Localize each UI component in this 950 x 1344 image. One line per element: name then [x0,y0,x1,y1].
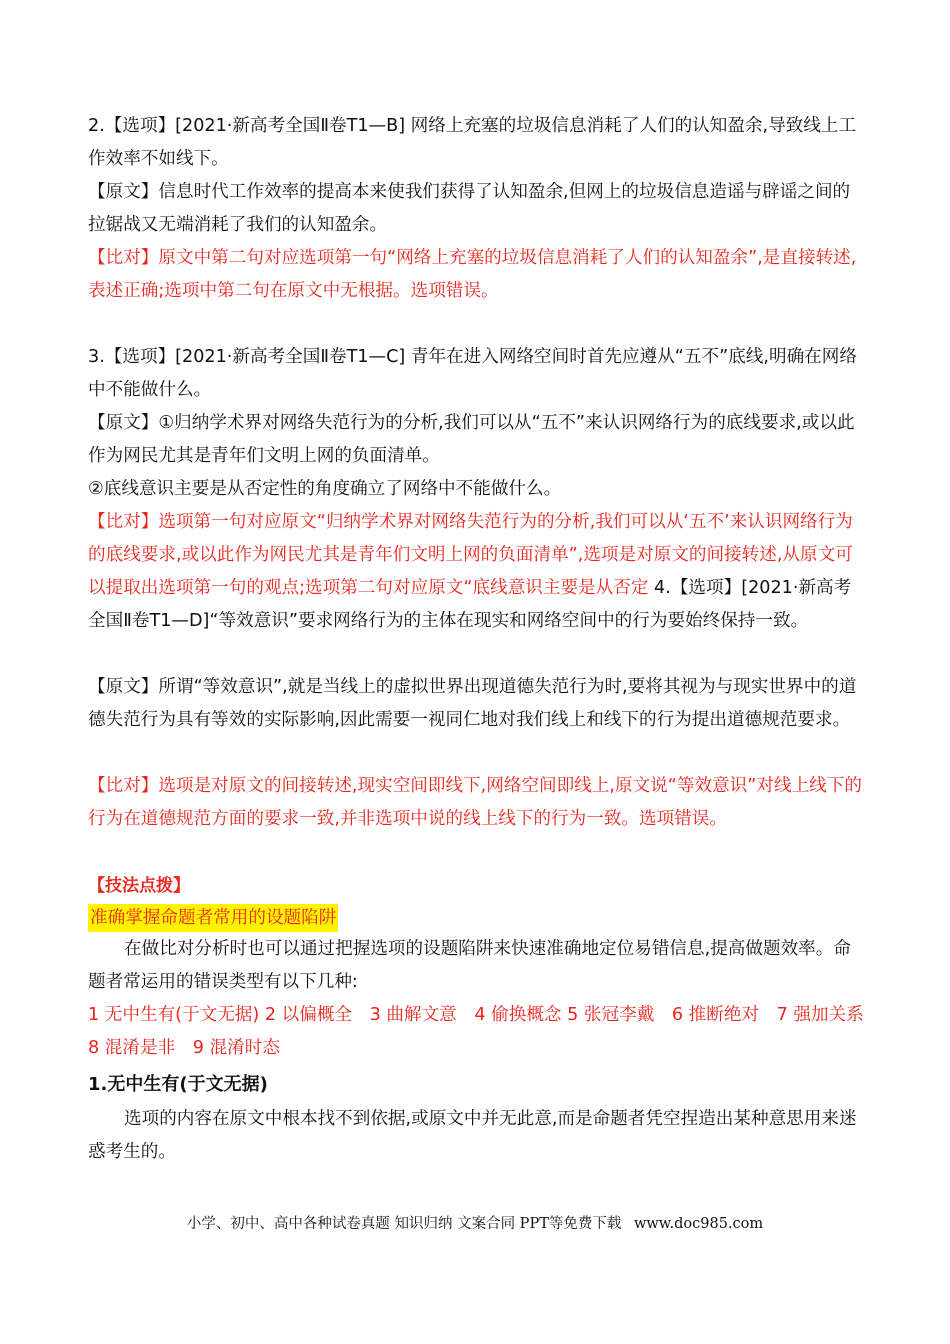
q3-compare [88,506,866,638]
error-types-text: 1 无中生有(于文无据) 2 以偏概全 3 曲解文意 4 偷换概念 5 张冠李戴 6 推断绝对 7 强加关系 8 混淆是非 9 混淆时态 [88,1005,882,1058]
tips-heading [88,870,866,903]
q4-original-text: 【原文】所谓“等效意识”,就是当线上的虚拟世界出现道德失范行为时,要将其视为与现实世界中的道德失范行为具有等效的实际影响,因此需要一视同仁地对我们线上和线下的行为提出道德规范要求。 [88,677,857,730]
q3-option [88,341,866,407]
q3-original-1 [88,407,866,473]
section-1-body-text: 选项的内容在原文中根本找不到依据,或原文中并无此意,而是命题者凭空捏造出某种意思用来迷惑考生的。 [88,1109,857,1162]
q3-option-text: 3.【选项】[2021·新高考全国Ⅱ卷T1—C] 青年在进入网络空间时首先应遵从“五不”底线,明确在网络中不能做什么。 [88,347,857,400]
q3-original-2 [88,473,866,506]
q2-option [88,110,866,176]
highlighted-subheading: 准确掌握命题者常用的设题陷阱 [88,904,338,932]
q4-compare [88,770,866,836]
footer-website-link[interactable]: www.doc985.com [633,1216,764,1232]
section-1-body [88,1103,866,1169]
q2-option-text: 2.【选项】[2021·新高考全国Ⅱ卷T1—B] 网络上充塞的垃圾信息消耗了人们的认知盈余,导致线上工作效率不如线下。 [88,116,857,169]
q3-original-text-1: 【原文】①归纳学术界对网络失范行为的分析,我们可以从“五不”来认识网络行为的底线要求,或以此作为网民尤其是青年们文明上网的负面清单。 [88,413,855,466]
tips-intro [88,933,866,999]
q2-compare-text: 【比对】原文中第二句对应选项第一句“网络上充塞的垃圾信息消耗了人们的认知盈余”,是直接转述,表述正确;选项中第二句在原文中无根据。选项错误。 [88,248,857,301]
tips-intro-text: 在做比对分析时也可以通过把握选项的设题陷阱来快速准确地定位易错信息,提高做题效率。命题者常运用的错误类型有以下几种: [88,939,851,992]
tips-heading-text: 【技法点拨】 [88,876,190,896]
section-1-title [88,1068,866,1101]
q2-original [88,176,866,242]
q4-compare-text: 【比对】选项是对原文的间接转述,现实空间即线下,网络空间即线上,原文说“等效意识”对线上线下的行为在道德规范方面的要求一致,并非选项中说的线上线下的行为一致。选项错误。 [88,776,862,829]
tips-highlight [88,902,866,935]
q4-option-text: 4.【选项】[2021·新高考全国Ⅱ卷T1—D]“等效意识”要求网络行为的主体在现实和网络空间中的行为要始终保持一致。 [88,578,852,631]
error-types-list [88,999,882,1065]
q3-compare-text: 【比对】选项第一句对应原文“归纳学术界对网络失范行为的分析,我们可以从‘五不’来认识网络行为的底线要求,或以此作为网民尤其是青年们文明上网的负面清单”,选项是对原文的间接转述,从原文可以提取出选项第一句的观点;选项第二句对应原文“底线意识主要是从否定 [88,512,853,598]
q3-compare-paragraph [88,506,866,638]
footer-text: 小学、初中、高中各种试卷真题 知识归纳 文案合同 PPT等免费下载 [186,1216,622,1232]
q2-compare [88,242,866,308]
q3-original-text-2: ②底线意识主要是从否定性的角度确立了网络中不能做什么。 [88,479,562,499]
section-1-title-text: 1.无中生有(于文无据) [88,1074,268,1095]
q2-original-text: 【原文】信息时代工作效率的提高本来使我们获得了认知盈余,但网上的垃圾信息造谣与辟谣之间的拉锯战又无端消耗了我们的认知盈余。 [88,182,851,235]
q4-original [88,671,866,737]
page-footer [0,1212,950,1233]
